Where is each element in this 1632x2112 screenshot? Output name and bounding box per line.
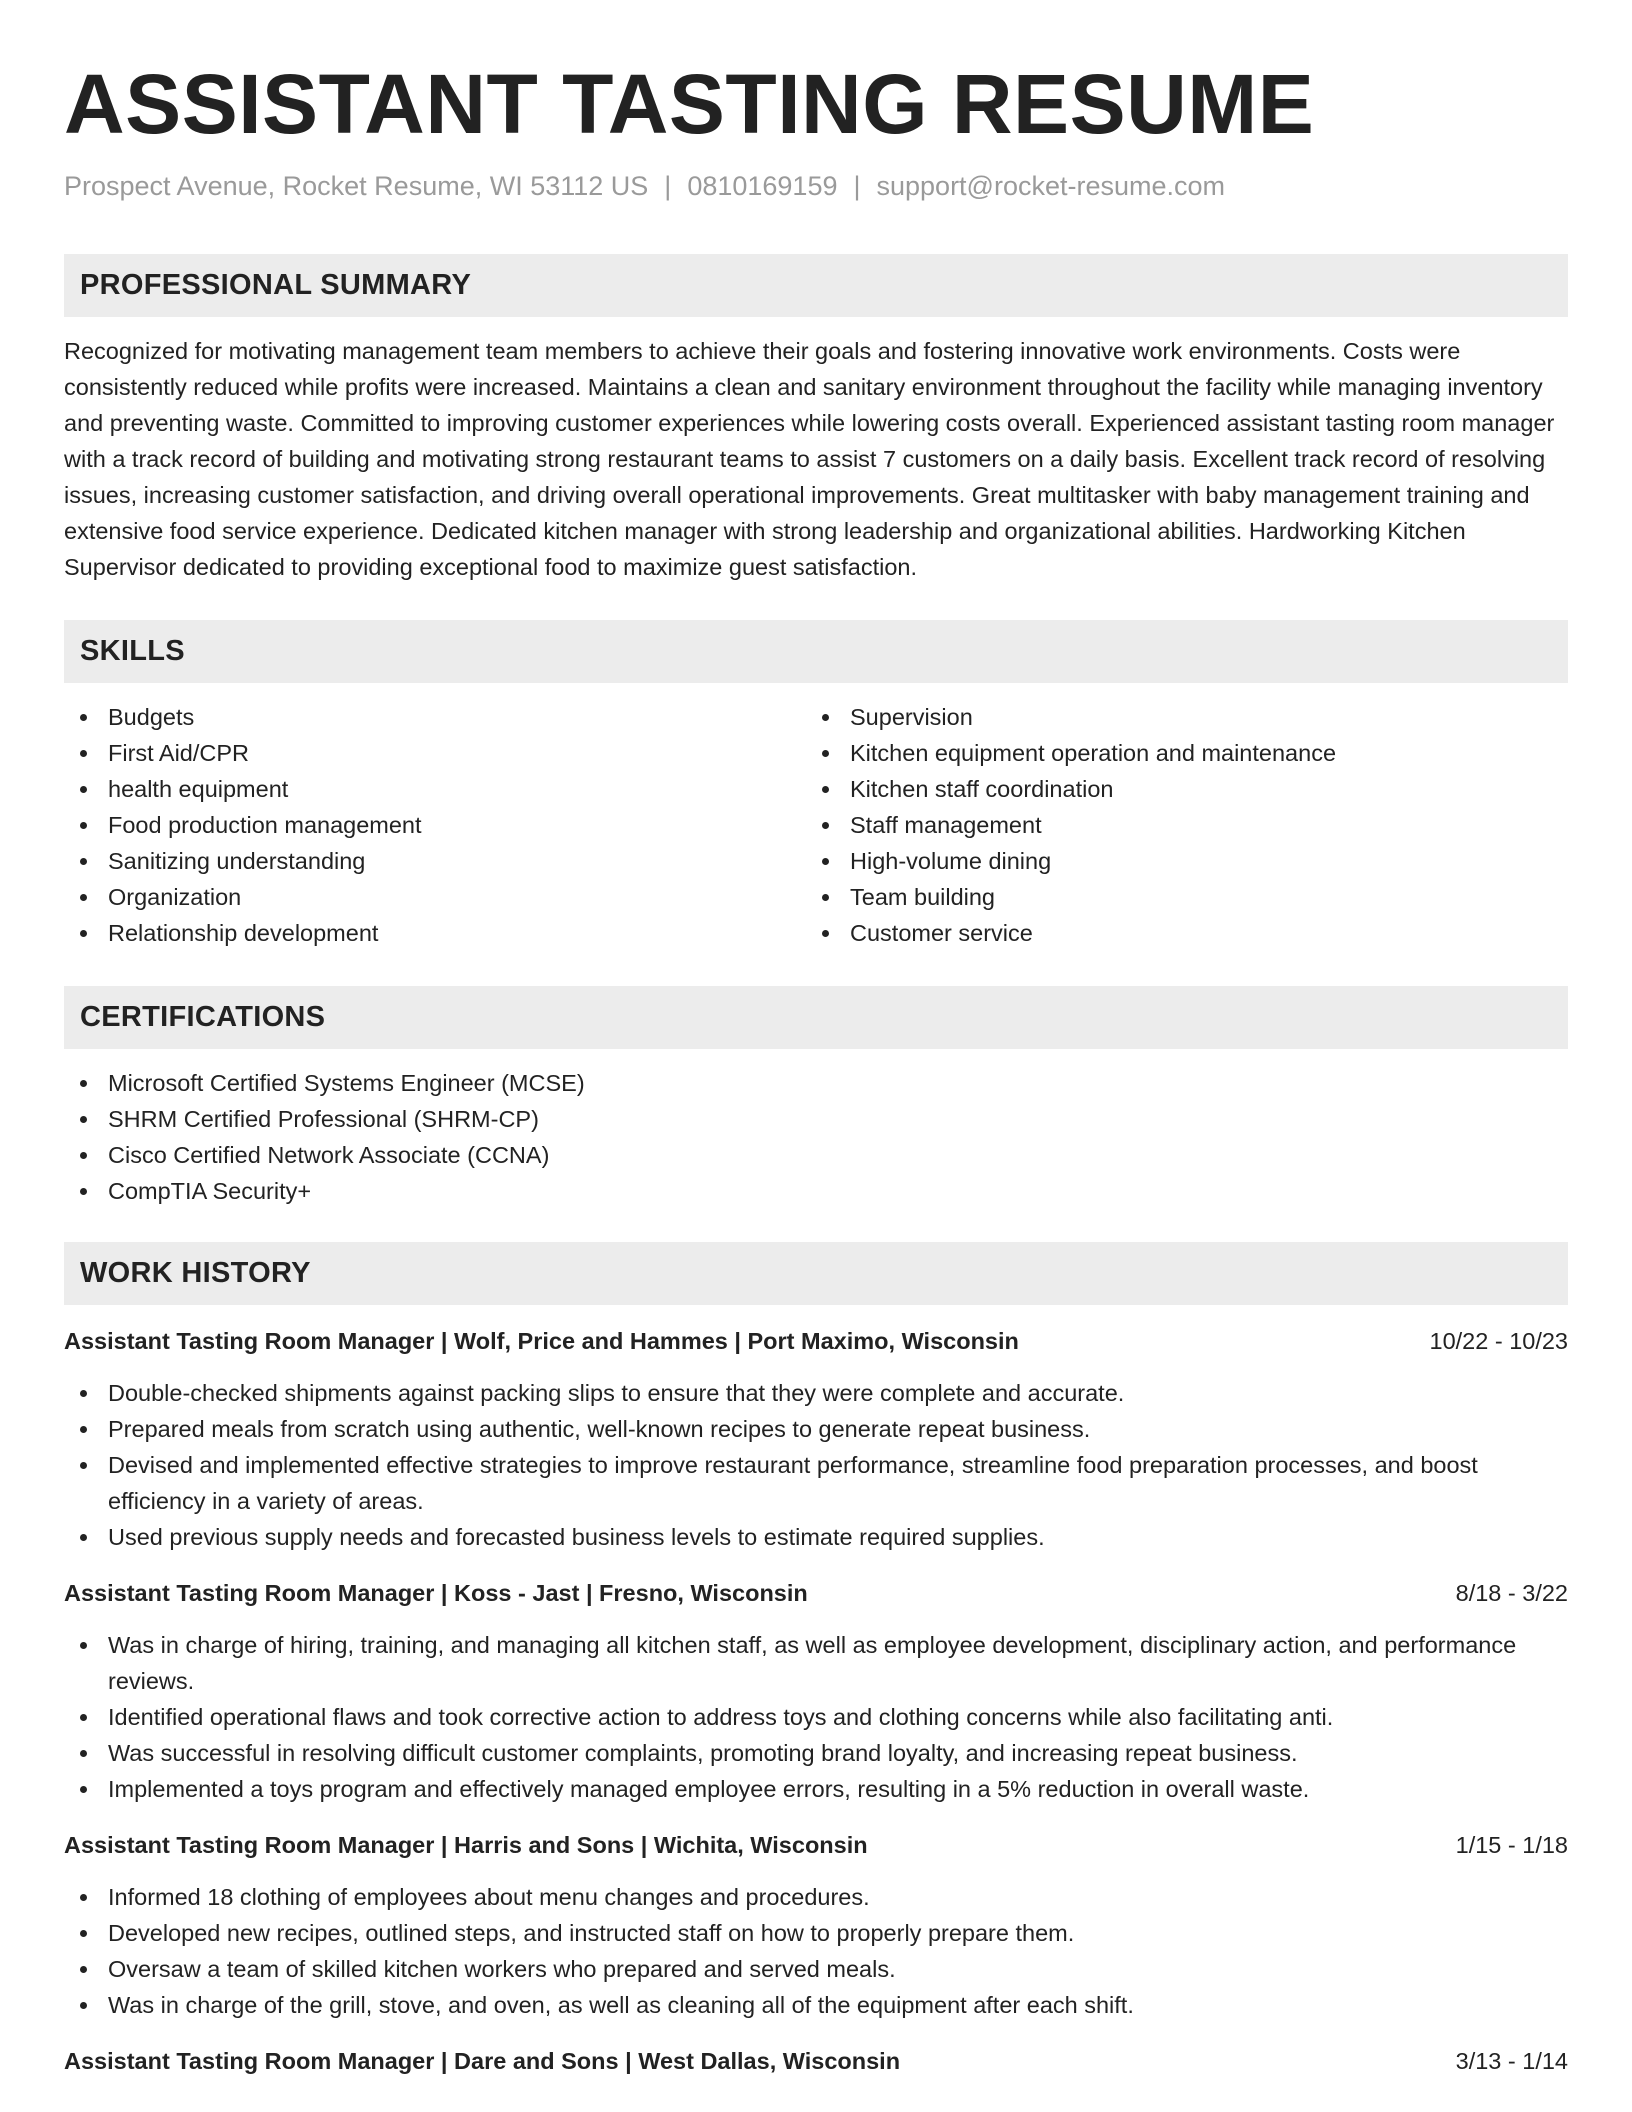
job-title: Assistant Tasting Room Manager | Koss - Jast | Fresno, Wisconsin (64, 1580, 808, 1606)
job-bullet: Oversaw a team of skilled kitchen workers who prepared and served meals. (64, 1951, 1568, 1987)
summary-heading: PROFESSIONAL SUMMARY (64, 254, 1568, 317)
certifications-list (64, 1065, 1568, 1209)
contact-address: Prospect Avenue, Rocket Resume, WI 53112 US (64, 171, 649, 201)
job-bullet: Devised and implemented effective strategies to improve restaurant performance, streamline food preparation processes, and boost efficiency in a variety of areas. (64, 1447, 1568, 1519)
job-dates: 3/13 - 1/14 (1455, 2048, 1568, 2074)
job-entry (64, 2043, 1568, 2079)
contact-phone: 0810169159 (687, 171, 838, 201)
skills-heading: SKILLS (64, 620, 1568, 683)
work-history-section (64, 1242, 1568, 2079)
contact-email[interactable]: support@rocket-resume.com (876, 171, 1226, 201)
skill-item: Customer service (806, 915, 1548, 951)
certification-item: SHRM Certified Professional (SHRM-CP) (64, 1101, 1568, 1137)
resume-page (64, 0, 1568, 2074)
contact-line (64, 168, 1568, 204)
certification-item: CompTIA Security+ (64, 1173, 1568, 1209)
certifications-heading: CERTIFICATIONS (64, 986, 1568, 1049)
skills-list-left (64, 699, 806, 951)
skill-item: Organization (64, 879, 806, 915)
work-history-heading: WORK HISTORY (64, 1242, 1568, 1305)
job-bullet: Was in charge of hiring, training, and managing all kitchen staff, as well as employee development, disciplinary action, and performance reviews. (64, 1627, 1568, 1699)
skills-section (64, 620, 1568, 951)
job-bullet: Used previous supply needs and forecasted business levels to estimate required supplies. (64, 1519, 1568, 1555)
skill-item: Kitchen equipment operation and maintenance (806, 735, 1548, 771)
summary-text: Recognized for motivating management team members to achieve their goals and fostering innovative work environments. Costs were consistently reduced while profits were increased. Maintains a clean and sanitary environment throughout the facility while managing inventory and preventing waste. Committed to improving customer experiences while lowering costs overall. Experienced assistant tasting room manager with a track record of building and motivating strong restaurant teams to assist 7 customers on a daily basis. Excellent track record of resolving issues, increasing customer satisfaction, and driving overall operational improvements. Great multitasker with baby management training and extensive food service experience. Dedicated kitchen manager with strong leadership and organizational abilities. Hardworking Kitchen Supervisor dedicated to providing exceptional food to maximize guest satisfaction. (64, 338, 1555, 580)
job-header (64, 1575, 1568, 1611)
job-title: Assistant Tasting Room Manager | Wolf, Price and Hammes | Port Maximo, Wisconsin (64, 1328, 1019, 1354)
job-entry (64, 1575, 1568, 1807)
job-entry (64, 1827, 1568, 2023)
job-entry (64, 1323, 1568, 1555)
skill-item: Kitchen staff coordination (806, 771, 1548, 807)
job-dates: 1/15 - 1/18 (1455, 1832, 1568, 1858)
summary-section (64, 254, 1568, 585)
resume-title: ASSISTANT TASTING RESUME (64, 57, 1315, 151)
contact-separator: | (664, 171, 672, 201)
skill-item: Food production management (64, 807, 806, 843)
job-header (64, 2043, 1568, 2079)
skill-item: High-volume dining (806, 843, 1548, 879)
job-title: Assistant Tasting Room Manager | Harris and Sons | Wichita, Wisconsin (64, 1832, 868, 1858)
skill-item: Sanitizing understanding (64, 843, 806, 879)
certifications-section (64, 986, 1568, 1209)
skills-columns (64, 699, 1568, 951)
job-bullet: Developed new recipes, outlined steps, and instructed staff on how to properly prepare them. (64, 1915, 1568, 1951)
job-bullet: Prepared meals from scratch using authentic, well-known recipes to generate repeat business. (64, 1411, 1568, 1447)
job-bullet: Implemented a toys program and effectively managed employee errors, resulting in a 5% reduction in overall waste. (64, 1771, 1568, 1807)
job-bullet: Was in charge of the grill, stove, and oven, as well as cleaning all of the equipment after each shift. (64, 1987, 1568, 2023)
job-bullets (64, 1627, 1568, 1807)
contact-separator: | (853, 171, 861, 201)
certification-item: Microsoft Certified Systems Engineer (MCSE) (64, 1065, 1568, 1101)
certification-item: Cisco Certified Network Associate (CCNA) (64, 1137, 1568, 1173)
skill-item: First Aid/CPR (64, 735, 806, 771)
skills-list-right (806, 699, 1548, 951)
job-bullet: Double-checked shipments against packing slips to ensure that they were complete and accurate. (64, 1375, 1568, 1411)
job-title: Assistant Tasting Room Manager | Dare and Sons | West Dallas, Wisconsin (64, 2048, 901, 2074)
skill-item: Relationship development (64, 915, 806, 951)
job-dates: 10/22 - 10/23 (1429, 1328, 1568, 1354)
job-bullet: Identified operational flaws and took corrective action to address toys and clothing concerns while also facilitating anti. (64, 1699, 1568, 1735)
job-bullet: Informed 18 clothing of employees about menu changes and procedures. (64, 1879, 1568, 1915)
skill-item: Staff management (806, 807, 1548, 843)
skill-item: Supervision (806, 699, 1548, 735)
skill-item: health equipment (64, 771, 806, 807)
skill-item: Budgets (64, 699, 806, 735)
job-bullet: Was successful in resolving difficult customer complaints, promoting brand loyalty, and increasing repeat business. (64, 1735, 1568, 1771)
job-header (64, 1827, 1568, 1863)
job-bullets (64, 1375, 1568, 1555)
job-dates: 8/18 - 3/22 (1455, 1580, 1568, 1606)
job-bullets (64, 1879, 1568, 2023)
job-header (64, 1323, 1568, 1359)
skill-item: Team building (806, 879, 1548, 915)
